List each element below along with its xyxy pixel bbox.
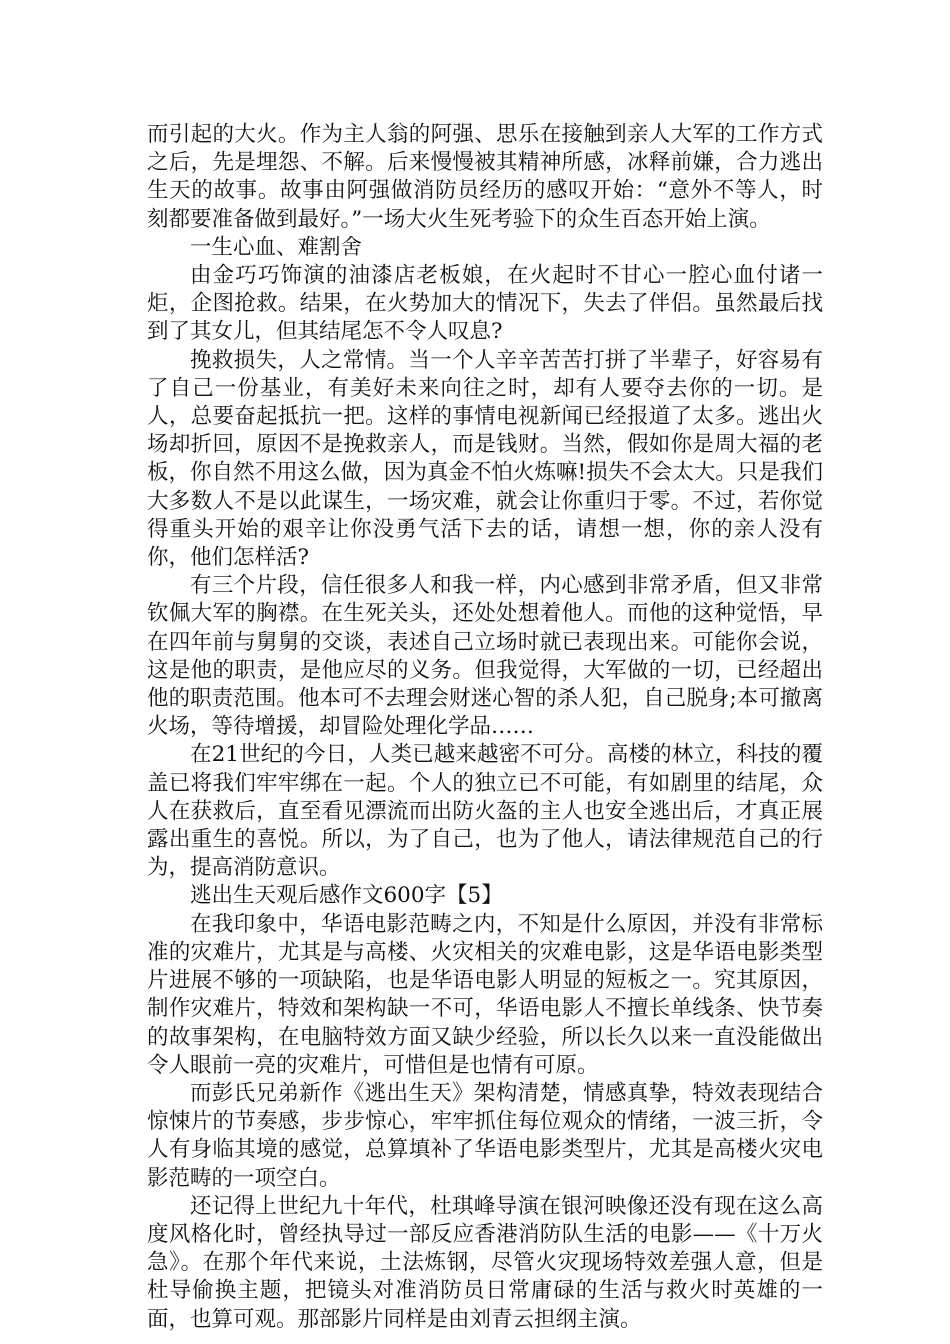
paragraph: 还记得上世纪九十年代，杜琪峰导演在银河映像还没有现在这么高度风格化时，曾经执导过一部反应香港消防队生活的电影——《十万火急》。在那个年代来说，土法炼钢，尽管火灾现场特效差强人意，但是杜导偷换主题，把镜头对准消防员日常庸碌的生活与救火时英雄的一面，也算可观。那部影片同样是由刘青云担纲主演。	[147, 1193, 823, 1332]
section-heading: 一生心血、难割舍	[190, 234, 363, 260]
paragraph: 有三个片段，信任很多人和我一样，内心感到非常矛盾，但又非常钦佩大军的胸襟。在生死关头，还处处想着他人。而他的这种觉悟，早在四年前与舅舅的交谈，表述自己立场时就已表现出来。可能你会说，这是他的职责，是他应尽的义务。但我觉得，大军做的一切，已经超出他的职责范围。他本可不去理会财迷心智的杀人犯，自己脱身;本可撤离火场，等待增援，却冒险处理化学品……	[147, 573, 823, 740]
section-heading: 逃出生天观后感作文600字【5】	[190, 883, 503, 909]
paragraph: 挽救损失，人之常情。当一个人辛辛苦苦打拼了半辈子，好容易有了自己一份基业，有美好未来向往之时，却有人要夺去你的一切。是人，总要奋起抵抗一把。这样的事情电视新闻已经报道了太多。逃出火场却折回，原因不是挽救亲人，而是钱财。当然，假如你是周大福的老板，你自然不用这么做，因为真金不怕火炼嘛!损失不会太大。只是我们大多数人不是以此谋生，一场灾难，就会让你重归于零。不过，若你觉得重头开始的艰辛让你没勇气活下去的话，请想一想，你的亲人没有你，他们怎样活?	[147, 347, 823, 571]
paragraph: 而彭氏兄弟新作《逃出生天》架构清楚，情感真挚，特效表现结合惊悚片的节奏感，步步惊心，牢牢抓住每位观众的情绪，一波三折，令人有身临其境的感觉，总算填补了华语电影类型片，尤其是高楼火灾电影范畴的一项空白。	[147, 1080, 823, 1191]
paragraph: 在21世纪的今日，人类已越来越密不可分。高楼的林立，科技的覆盖已将我们牢牢绑在一起。个人的独立已不可能，有如剧里的结尾，众人在获救后，直至看见漂流而出防火盔的主人也安全逃出后，才真正展露出重生的喜悦。所以，为了自己，也为了他人，请法律规范自己的行为，提高消防意识。	[147, 742, 823, 881]
document-page	[147, 121, 823, 1334]
paragraph: 在我印象中，华语电影范畴之内，不知是什么原因，并没有非常标准的灾难片，尤其是与高楼、火灾相关的灾难电影，这是华语电影类型片进展不够的一项缺陷，也是华语电影人明显的短板之一。究其原因，制作灾难片，特效和架构缺一不可，华语电影人不擅长单线条、快节奏的故事架构，在电脑特效方面又缺少经验，所以长久以来一直没能做出令人眼前一亮的灾难片，可惜但是也情有可原。	[147, 911, 823, 1078]
paragraph: 由金巧巧饰演的油漆店老板娘，在火起时不甘心一腔心血付诸一炬，企图抢救。结果，在火势加大的情况下，失去了伴侣。虽然最后找到了其女儿，但其结尾怎不令人叹息?	[147, 263, 823, 345]
paragraph-intro: 而引起的大火。作为主人翁的阿强、思乐在接触到亲人大军的工作方式之后，先是埋怨、不解。后来慢慢被其精神所感，冰释前嫌，合力逃出生天的故事。故事由阿强做消防员经历的感叹开始：“意外不等人，时刻都要准备做到最好。”一场大火生死考验下的众生百态开始上演。	[147, 122, 823, 232]
